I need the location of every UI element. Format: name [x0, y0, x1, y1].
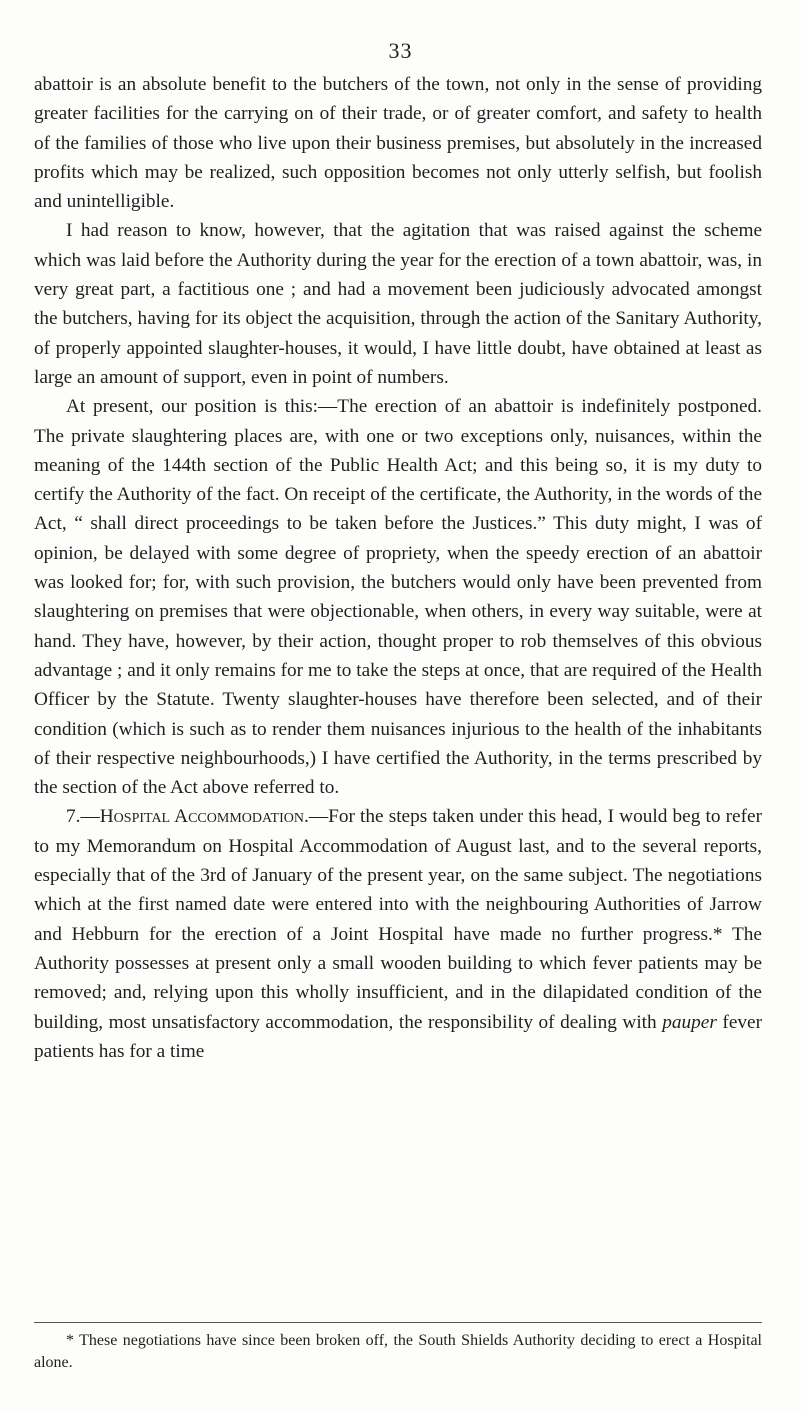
paragraph-4-text: —For the steps taken under this head, I would beg to refer to my Memorandum on Hospital Accommodation of August last, and to the several reports, especially that of the 3rd of January of the present year, on the same subject. The negotiations which at the first named date were entered into with the neighbouring Authorities of Jarrow and Hebburn for the erection of a Joint Hospital have made no further progress.* The Authority possesses at present only a small wooden building to which fever patients may be removed; and, relying upon this wholly insufficient, and in the dilapidated condition of the building, most unsatisfactory accommodation, the responsibility of dealing with: [34, 806, 762, 1033]
footnote-divider: [34, 1322, 762, 1323]
paragraph-2: [34, 216, 762, 392]
section-heading-hospital-accommodation: 7.—Hospital Accommodation.: [66, 806, 309, 828]
body-text: [34, 70, 762, 1066]
paragraph-4: [34, 802, 762, 1066]
page-number: 33: [388, 38, 413, 63]
footnote: * These negotiations have since been broken off, the South Shields Authority deciding to erect a Hospital alone.: [34, 1332, 762, 1371]
paragraph-4-italic: pauper: [662, 1011, 717, 1033]
paragraph-3-text: At present, our position is this:—The erection of an abattoir is indefinitely postponed. The private slaughtering places are, with one or two exceptions only, nuisances, within the meaning of the 144th section of the Public Health Act; and this being so, it is my duty to certify the Authority of the fact. On receipt of the certificate, the Authority, in the words of the Act, “ shall direct proceedings to be taken before the Justices.” This duty might, I was of opinion, be delayed with some degree of propriety, when the speedy erection of an abattoir was looked for; for, with such provision, the butchers would only have been prevented from slaughtering on premises that were objectionable, when others, in every way suitable, were at hand. They have, however, by their action, thought proper to rob themselves of this obvious advantage ; and it only remains for me to take the steps at once, that are required of the Health Officer by the Statute. Twenty slaughter-houses have therefore been selected, and of their condition (which is such as to render them nuisances injurious to the health of the inhabitants of their respective neighbourhoods,) I have certified the Authority, in the terms prescribed by the section of the Act above referred to.: [34, 396, 762, 799]
paragraph-1-text: abattoir is an absolute benefit to the butchers of the town, not only in the sense of providing greater facilities for the carrying on of their trade, or of greater comfort, and safety to health of the families of those who live upon their business premises, but absolutely in the increased profits which may be realized, such opposition becomes not only utterly selfish, but foolish and unintelligible.: [34, 74, 762, 213]
paragraph-2-text: I had reason to know, however, that the agitation that was raised against the scheme which was laid before the Authority during the year for the erection of a town abattoir, was, in very great part, a factitious one ; and had a movement been judiciously advocated amongst the butchers, having for its object the acquisition, through the action of the Sanitary Authority, of properly appointed slaughter-houses, it would, I have little doubt, have obtained at least as large an amount of support, even in point of numbers.: [34, 220, 762, 388]
paragraph-1: [34, 70, 762, 216]
paragraph-3: [34, 392, 762, 802]
paragraph-4-text-after: fever patients has for a time: [34, 1011, 763, 1062]
